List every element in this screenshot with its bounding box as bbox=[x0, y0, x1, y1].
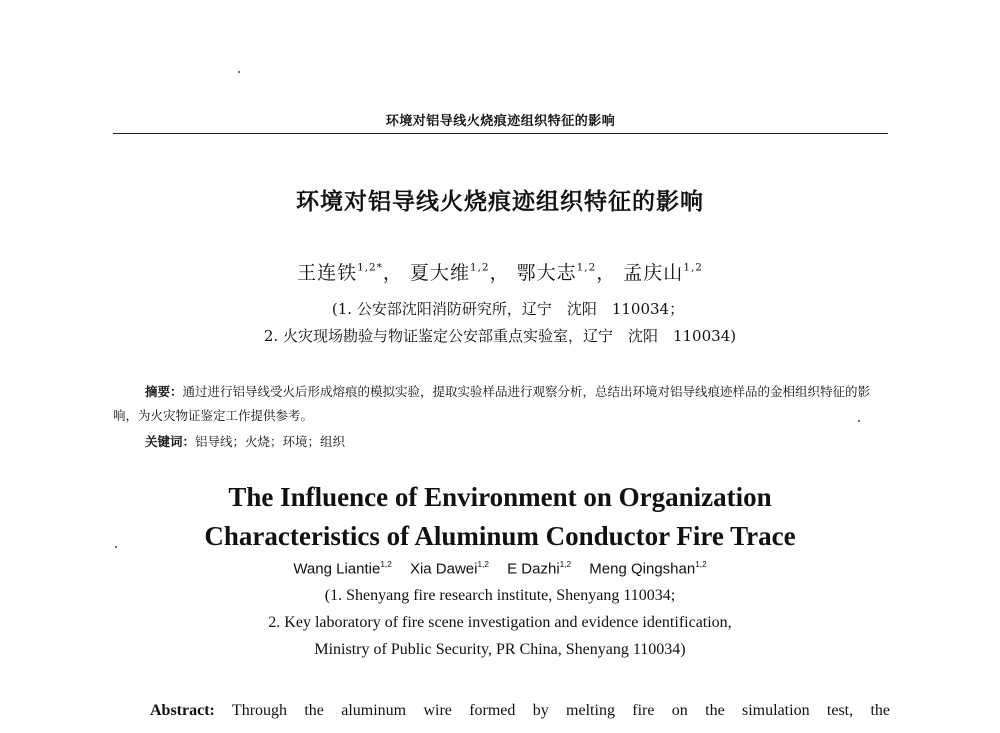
chinese-abstract-label: 摘要： bbox=[145, 384, 183, 399]
author-name: 鄂大志 bbox=[516, 262, 577, 284]
english-affiliation-1: (1. Shenyang fire research institute, Shenyang 110034; bbox=[324, 587, 676, 604]
english-abstract-text: Through the aluminum wire formed by melting fire on the simulation test, the bbox=[231, 702, 890, 719]
english-abstract bbox=[150, 697, 890, 725]
english-authors bbox=[0, 560, 1000, 578]
author-name: Xia Dawei bbox=[409, 560, 478, 578]
chinese-authors: 王连铁$^{1,2*}$， 夏大维$^{1,2}$， 鄂大志$^{1,2}$， 孟庆山$^{1,2}$ bbox=[297, 261, 703, 284]
running-head: 环境对铝导线火烧痕迹组织特征的影响 bbox=[385, 114, 616, 129]
english-abstract-label: Abstract: bbox=[150, 702, 215, 719]
chinese-abstract-text: 通过进行铝导线受火后形成熔痕的模拟实验，提取实验样品进行观察分析，总结出环境对铝导线痕迹样品的金相组织特征的影响，为火灾物证鉴定工作提供参考。 bbox=[113, 384, 871, 423]
english-title-line-1: The Influence of Environment on Organization bbox=[228, 482, 772, 512]
chinese-affiliation-1: (1. 公安部沈阳消防研究所，辽宁 沈阳 110034； bbox=[331, 300, 685, 318]
english-affiliation-3: Ministry of Public Security, PR China, Shenyang 110034) bbox=[314, 641, 686, 658]
author-affiliation-mark: 1,2 bbox=[695, 560, 707, 569]
scan-speck bbox=[238, 71, 240, 73]
author-affiliation-mark: 1,2 bbox=[469, 261, 490, 274]
chinese-keywords bbox=[145, 432, 345, 450]
english-title-line-2: Characteristics of Aluminum Conductor Fire Trace bbox=[204, 521, 796, 551]
author-name: E Dazhi bbox=[507, 560, 560, 578]
chinese-keywords-label: 关键词： bbox=[145, 434, 196, 449]
author-affiliation-mark: 1,2 bbox=[576, 261, 597, 274]
author-affiliation-mark: 1,2 bbox=[380, 560, 392, 569]
author-affiliation-mark: 1,2 bbox=[477, 560, 489, 569]
author-name: Wang Liantie bbox=[293, 560, 381, 578]
chinese-affiliation-2: 2. 火灾现场勘验与物证鉴定公安部重点实验室，辽宁 沈阳 110034) bbox=[263, 327, 737, 345]
author-name: 孟庆山 bbox=[623, 262, 684, 284]
author-name: 王连铁 bbox=[297, 262, 358, 284]
chinese-keywords-text: 铝导线；火烧；环境；组织 bbox=[195, 434, 346, 449]
english-affiliation-2: 2. Key laboratory of fire scene investigation and evidence identification, bbox=[268, 614, 732, 631]
author-name: Meng Qingshan bbox=[589, 560, 696, 578]
header-rule bbox=[113, 133, 888, 134]
author-affiliation-mark: 1,2 bbox=[683, 261, 703, 274]
author-affiliation-mark: 1,2 bbox=[559, 560, 572, 569]
author-name: 夏大维 bbox=[409, 262, 470, 284]
author-affiliation-mark: 1,2* bbox=[357, 261, 383, 274]
chinese-title: 环境对铝导线火烧痕迹组织特征的影响 bbox=[296, 189, 704, 215]
chinese-abstract bbox=[113, 380, 893, 428]
